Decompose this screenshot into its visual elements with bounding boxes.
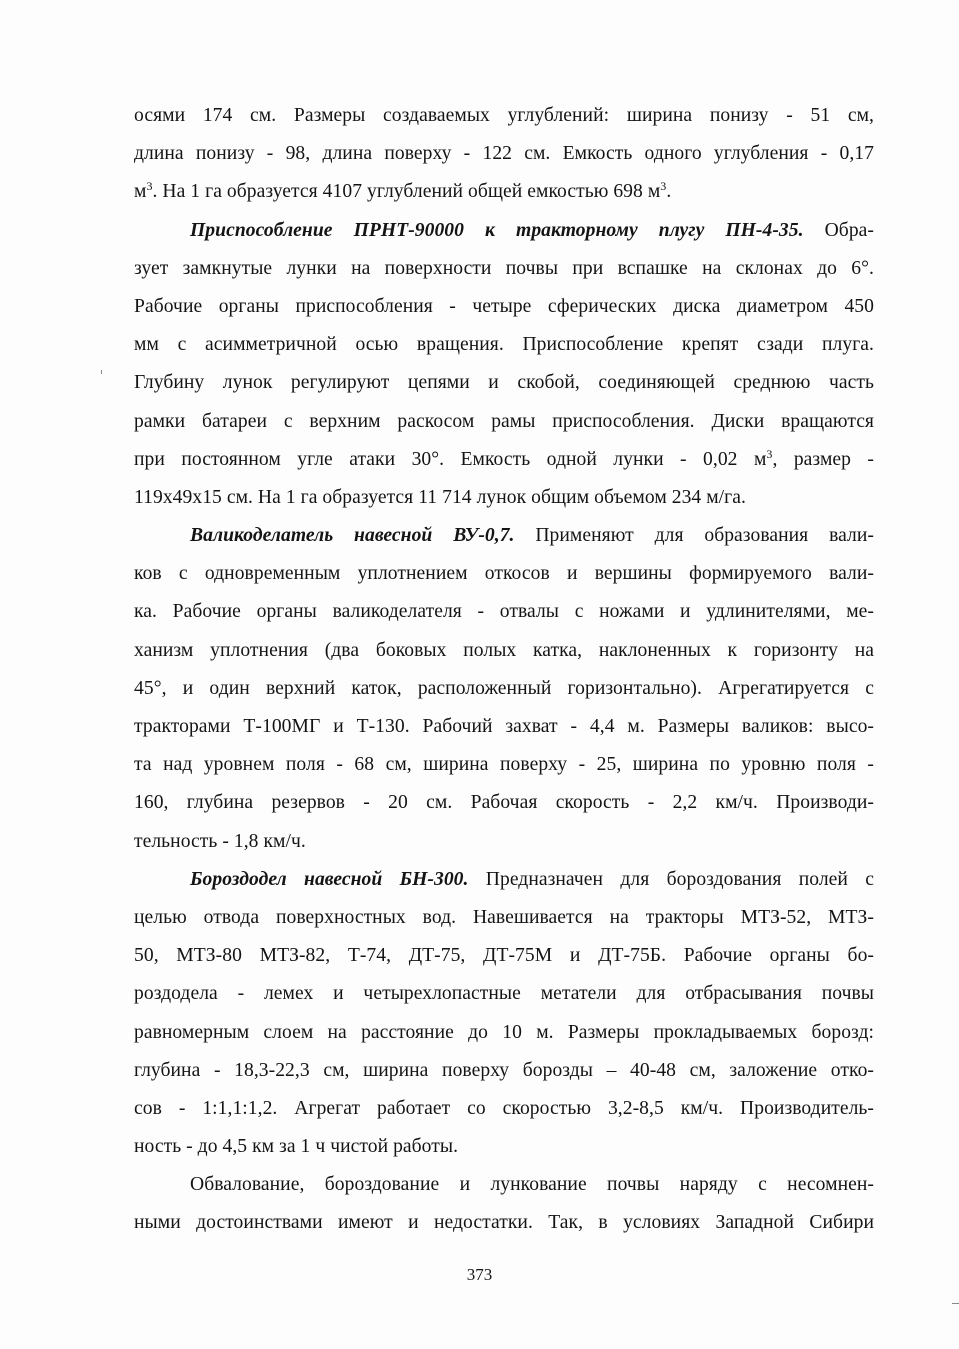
text-line: ков с одновременным уплотнением откосов и вершины формируемого вали-: [134, 563, 874, 585]
text-line: [134, 441, 874, 479]
superscript: 3: [660, 179, 667, 194]
paragraph-start-line: Обвалование, бороздование и лункование почвы наряду с несомнен-: [190, 1174, 874, 1196]
text-line: 45°, и один верхний каток, расположенный горизонтально). Агрегатируется с: [134, 677, 874, 699]
text-line: сов - 1:1,1:1,2. Агрегат работает со скоростью 3,2-8,5 км/ч. Производитель-: [134, 1097, 874, 1119]
scan-artifact-mark: [952, 1303, 959, 1304]
text-run: Применяют для образования вали-: [514, 525, 874, 547]
page-number: 373: [466, 1265, 493, 1284]
paragraph-start-line: [134, 861, 874, 899]
superscript: 3: [146, 179, 153, 194]
text-run: , размер -: [772, 448, 874, 470]
equipment-heading: Приспособление ПРНТ-90000 к тракторному плугу ПН-4-35.: [190, 219, 804, 241]
text-line: ка. Рабочие органы валикоделателя - отвалы с ножами и удлинителями, ме-: [134, 601, 874, 623]
scan-artifact-mark: [101, 370, 102, 374]
text-line: рамки батареи с верхним раскосом рамы приспособления. Диски вращаются: [134, 410, 874, 432]
text-line: 160, глубина резервов - 20 см. Рабочая скорость - 2,2 км/ч. Производи-: [134, 792, 874, 814]
body-text: [134, 97, 874, 1243]
text-line: 50, МТЗ-80 МТЗ-82, Т-74, ДТ-75, ДТ-75М и ДТ-75Б. Рабочие органы бо-: [134, 945, 874, 967]
text-line: мм с асимметричной осью вращения. Приспособление крепят сзади плуга.: [134, 334, 874, 356]
text-run: при постоянном угле атаки 30°. Емкость одной лунки - 0,02 м: [134, 448, 767, 470]
text-line: целью отвода поверхностных вод. Навешивается на тракторы МТЗ-52, МТЗ-: [134, 906, 874, 928]
text-line: Глубину лунок регулируют цепями и скобой, соединяющей среднюю часть: [134, 372, 874, 394]
text-line: ными достоинствами имеют и недостатки. Так, в условиях Западной Сибири: [134, 1212, 874, 1234]
text-line: 119х49х15 см. На 1 га образуется 11 714 лунок общим объемом 234 м/га.: [134, 486, 746, 508]
superscript: 3: [766, 446, 773, 461]
text-run: .: [666, 181, 672, 203]
text-line: [134, 173, 874, 211]
text-line: ханизм уплотнения (два боковых полых катка, наклоненных к горизонту на: [134, 639, 874, 661]
text-run: Предназначен для бороздования полей с: [468, 868, 874, 890]
text-line: та над уровнем поля - 68 см, ширина поверху - 25, ширина по уровню поля -: [134, 754, 874, 776]
text-run: Обра-: [803, 219, 874, 241]
text-run: . На 1 га образуется 4107 углублений общей емкостью 698 м: [152, 181, 661, 203]
text-line: осями 174 см. Размеры создаваемых углублений: ширина понизу - 51 см,: [134, 105, 874, 126]
paragraph-start-line: [134, 517, 874, 555]
text-line: ность - до 4,5 км за 1 ч чистой работы.: [134, 1136, 459, 1158]
text-line: тельность - 1,8 км/ч.: [134, 830, 306, 852]
text-line: равномерным слоем на расстояние до 10 м. Размеры прокладываемых борозд:: [134, 1021, 874, 1043]
text-line: зует замкнутые лунки на поверхности почвы при вспашке на склонах до 6°.: [134, 257, 874, 279]
unit-text: м: [134, 181, 147, 203]
text-line: Рабочие органы приспособления - четыре сферических диска диаметром 450: [134, 295, 874, 317]
paragraph-start-line: [134, 212, 874, 250]
text-line: роздодела - лемех и четырехлопастные метатели для отбрасывания почвы: [134, 983, 874, 1005]
text-line: тракторами Т-100МГ и Т-130. Рабочий захват - 4,4 м. Размеры валиков: высо-: [134, 716, 874, 737]
text-line: длина понизу - 98, длина поверху - 122 см. Емкость одного углубления - 0,17: [134, 143, 874, 165]
equipment-heading: Валикоделатель навесной ВУ-0,7.: [190, 525, 515, 547]
text-line: глубина - 18,3-22,3 см, ширина поверху борозды – 40-48 см, заложение отко-: [134, 1059, 874, 1081]
equipment-heading: Бороздодел навесной БН-300.: [190, 868, 469, 890]
